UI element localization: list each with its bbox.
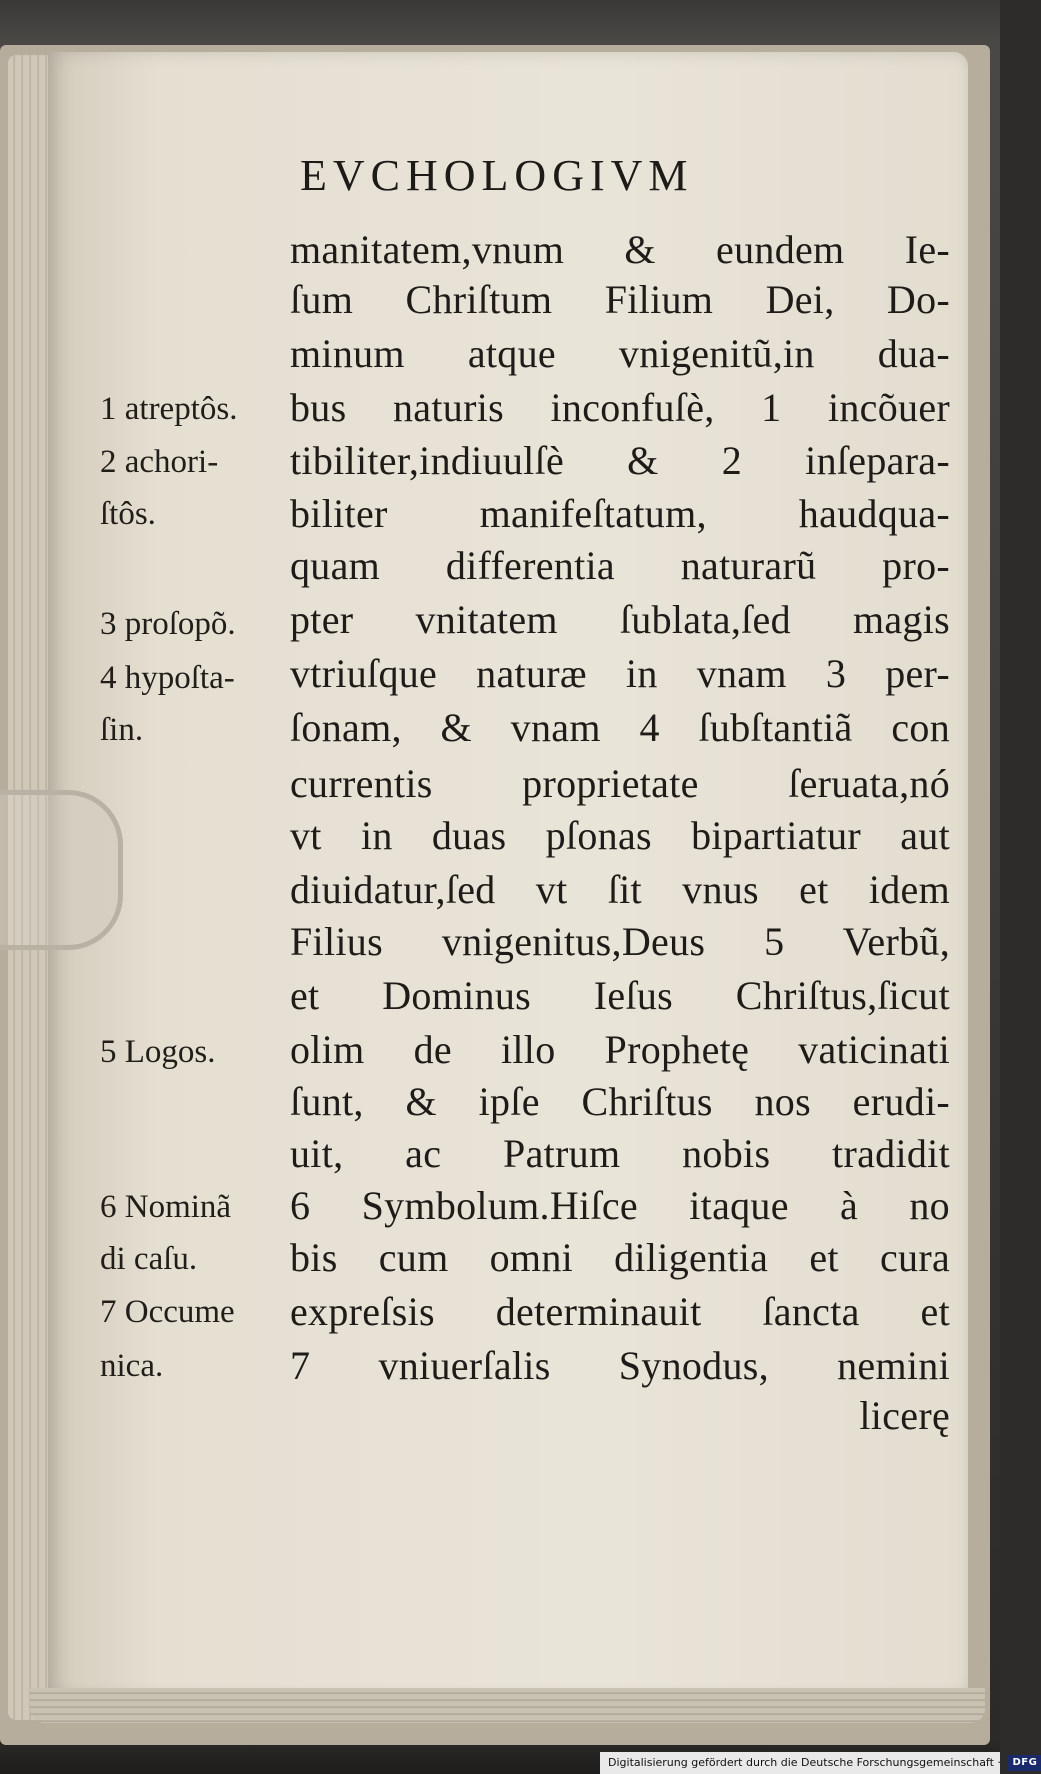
margin-note: 5 Logos. — [100, 1034, 216, 1070]
body-line: bus naturis inconfuſè, 1 incõuer — [290, 385, 950, 430]
body-line: diuidatur,ſed vt ſit vnus et idem — [290, 867, 950, 912]
body-line: vtriuſque naturæ in vnam 3 per- — [290, 651, 950, 696]
margin-note: 3 proſopõ. — [100, 606, 236, 642]
body-line: 7 vniuerſalis Synodus, nemini — [290, 1343, 950, 1388]
running-header: EVCHOLOGIVM — [300, 151, 694, 200]
body-line: biliter manifeſtatum, haudqua- — [290, 491, 950, 536]
body-line: currentis proprietate ſeruata,nó — [290, 761, 950, 806]
body-line: pter vnitatem ſublata,ſed magis — [290, 597, 950, 642]
body-line: bis cum omni diligentia et cura — [290, 1235, 950, 1280]
body-line: vt in duas pſonas bipartiatur aut — [290, 813, 950, 858]
body-line: 6 Symbolum.Hiſce itaque à no — [290, 1183, 950, 1228]
body-line: quam differentia naturarũ pro- — [290, 543, 950, 588]
margin-note: nica. — [100, 1348, 164, 1384]
margin-note: ſin. — [100, 712, 144, 748]
body-line: Filius vnigenitus,Deus 5 Verbũ, — [290, 919, 950, 964]
body-line: minum atque vnigenitũ,in dua- — [290, 331, 950, 376]
body-line: olim de illo Prophetę vaticinati — [290, 1027, 950, 1072]
body-line: ſonam, & vnam 4 ſubſtantiã con — [290, 705, 950, 750]
body-line: et Dominus Ieſus Chriſtus,ſicut — [290, 973, 950, 1018]
body-line: expreſsis determinauit ſancta et — [290, 1289, 950, 1334]
body-line: ſum Chriſtum Filium Dei, Do- — [290, 277, 950, 322]
body-line: tibiliter,indiuulſè & 2 inſepara- — [290, 438, 950, 483]
margin-note: 4 hypoſta- — [100, 660, 235, 696]
footer-text: Digitalisierung gefördert durch die Deutsche Forschungsgemeinschaft — [608, 1756, 994, 1769]
margin-note: di caſu. — [100, 1241, 198, 1277]
margin-note: ſtôs. — [100, 496, 156, 532]
body-line: ſunt, & ipſe Chriſtus nos erudi- — [290, 1079, 950, 1124]
margin-note: 2 achori- — [100, 444, 219, 480]
body-line: manitatem,vnum & eundem Ie- — [290, 227, 950, 272]
margin-note: 1 atreptôs. — [100, 391, 238, 427]
digitization-footer: Digitalisierung gefördert durch die Deutsche Forschungsgemeinschaft · DFG — [600, 1752, 1000, 1774]
margin-note: 6 Nominã — [100, 1189, 232, 1225]
body-line: uit, ac Patrum nobis tradidit — [290, 1131, 950, 1176]
book-clasp — [0, 790, 123, 950]
body-line: licerę — [859, 1393, 950, 1438]
margin-note: 7 Occume — [100, 1294, 235, 1330]
dfg-logo: DFG — [1008, 1755, 1041, 1771]
page-stack-bottom — [30, 1688, 985, 1723]
